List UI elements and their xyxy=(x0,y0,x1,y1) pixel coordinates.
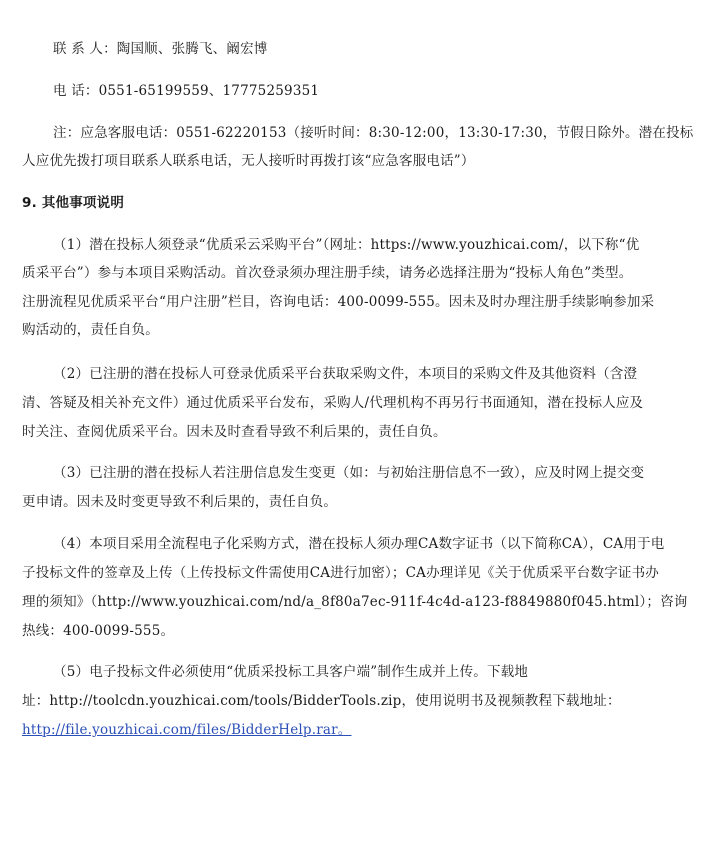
item2-line-3: 时关注、查阅优质采平台。因未及时查看导致不利后果的，责任自负。 xyxy=(22,424,447,440)
item3-line-2: 更申请。因未及时变更导致不利后果的，责任自负。 xyxy=(22,494,338,510)
note-line-2: 人应优先拨打项目联系人联系电话，无人接听时再拨打该“应急客服电话”） xyxy=(22,153,475,169)
bidder-help-link[interactable]: http://file.youzhicai.com/files/BidderHelp.rar。 xyxy=(22,722,352,738)
item5-line-1: （5）电子投标文件必须使用“优质采投标工具客户端”制作生成并上传。下载地 xyxy=(53,664,529,680)
contact-phone: 电 话：0551-65199559、17775259351 xyxy=(53,83,320,99)
item4-line-3: 理的须知》（http://www.youzhicai.com/nd/a_8f80a7ec-911f-4c4d-a123-f8849880f045.html）；咨询 xyxy=(22,594,688,610)
note-line-1: 注：应急客服电话：0551-62220153（接听时间：8:30-12:00，13:30-17:30，节假日除外。潜在投标 xyxy=(53,125,694,141)
item4-line-2: 子投标文件的签章及上传（上传投标文件需使用CA进行加密）；CA办理详见《关于优质采平台数字证书办 xyxy=(22,565,660,581)
item1-line-4: 购活动的，责任自负。 xyxy=(22,322,159,338)
item4-line-4: 热线：400-0099-555。 xyxy=(22,623,175,639)
item1-line-3: 注册流程见优质采平台“用户注册”栏目，咨询电话：400-0099-555。因未及时办理注册手续影响参加采 xyxy=(22,294,655,310)
item3-line-1: （3）已注册的潜在投标人若注册信息发生变更（如：与初始注册信息不一致），应及时网上提交变 xyxy=(53,465,645,481)
section-heading: 9. 其他事项说明 xyxy=(22,195,125,211)
item1-line-2: 质采平台”）参与本项目采购活动。首次登录须办理注册手续，请务必选择注册为“投标人角色”类型。 xyxy=(22,265,633,281)
item2-line-1: （2）已注册的潜在投标人可登录优质采平台获取采购文件，本项目的采购文件及其他资料（含澄 xyxy=(53,366,638,382)
item1-line-1: （1）潜在投标人须登录“优质采云采购平台”（网址：https://www.youzhicai.com/，以下称“优 xyxy=(53,237,640,253)
item2-line-2: 清、答疑及相关补充文件）通过优质采平台发布，采购人/代理机构不再另行书面通知，潜在投标人应及 xyxy=(22,395,644,411)
item4-line-1: （4）本项目采用全流程电子化采购方式，潜在投标人须办理CA数字证书（以下简称CA），CA用于电 xyxy=(53,536,665,552)
item5-line-2: 址：http://toolcdn.youzhicai.com/tools/BidderTools.zip，使用说明书及视频教程下载地址： xyxy=(22,693,621,709)
contact-people: 联 系 人：陶国顺、张腾飞、阚宏博 xyxy=(53,41,268,57)
